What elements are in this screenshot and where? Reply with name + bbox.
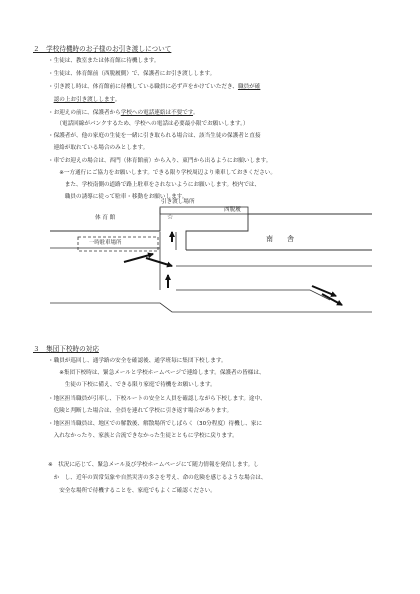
- traffic-flow-arrows: [124, 232, 342, 305]
- s2-line: 連絡が取れている場合のみとします。: [48, 145, 149, 151]
- s2-line: 職員の誘導に従って駐車・移動をお願いします。: [48, 194, 188, 200]
- exit-arrow-2: [322, 294, 342, 305]
- west-entrance-label: 西脱履: [224, 207, 241, 213]
- note-line: 安全な場所で待機することを、家庭でもよくご確認ください。: [48, 488, 216, 494]
- s2-line: また、学校南側の道路で路上駐車をされないようにお願いします。校内では、: [48, 182, 261, 188]
- star-icon: ☆: [167, 213, 174, 221]
- s2-line: ・引き渡し時は、体育館前に待機している職員に必ず声をかけていただき、職員が確: [48, 84, 261, 90]
- s3-line: ・地区担当職員は、地区での解散後、解散場所でしばらく（30分程度）待機し、家に: [48, 421, 263, 427]
- s2-line: （電話回線がパンクするため、学校への電話は必要最小限でお願いします。）: [48, 121, 249, 127]
- s3-line: 入れなかったり、家族と合流できなかった生徒とともに学校に戻ります。: [48, 433, 238, 439]
- s2-line: ・お迎えの前に、保護者から学校への電話連絡は不要です。: [48, 110, 199, 116]
- s3-line: ・職員が巡回し、通学路の安全を確認後、通学班毎に集団下校します。: [48, 358, 227, 364]
- section-3-title: ３ 集団下校時の対応: [33, 345, 99, 353]
- south-building: [186, 214, 372, 250]
- s2-line: ・保護者が、他の家庭の生徒を一緒に引き取られる場合は、該当生徒の保護者と直接: [48, 133, 261, 139]
- section-2-title: ２ 学校待機時のお子様のお引き渡しについて: [33, 45, 172, 53]
- s2-line: ・生徒は、教室または体育館に待機します。: [48, 58, 160, 64]
- s2-line: 認の上お引き渡しします。: [53, 97, 121, 103]
- s2-line: ・生徒は、体育館前（西脱履側）で、保護者にお引き渡しします。: [48, 71, 216, 77]
- s3-line: 危険と判断した場合は、全員を連れて学校に引き返す場合があります。: [48, 408, 233, 414]
- pickup-location-label: 引き渡し場所: [161, 199, 195, 205]
- s3-line: ※集団下校時は、緊急メールと学校ホームページで連絡します。保護者の皆様は、: [48, 370, 265, 376]
- s2-line: ※一方通行にご協力をお願いします。できる限り学校周辺より乗車しておきください。: [48, 170, 276, 176]
- note-line: か し、近年の異常気象や自然災害の多さを考え、命の危険を感じるような場合は、: [48, 475, 267, 481]
- s3-line: 生徒の下校に備え、できる限り家庭で待機をお願いします。: [48, 382, 216, 388]
- note-line: ※ 状況に応じて、緊急メール及び学校ホームページにて随力情報を発信します。し: [48, 462, 259, 468]
- gym-label: 体 育 館: [95, 215, 116, 221]
- inbound-arrow: [146, 258, 172, 266]
- s3-line: ・地区担当職員が引率し、下校ルートの安全と人員を確認しながら下校します。途中、: [48, 396, 266, 402]
- south-building-label: 南 舎: [266, 235, 294, 243]
- parking-label: 一時駐車場所: [89, 240, 122, 246]
- s2-line: ・車でお迎えの場合は、西門（体育館前）から入り、東門から出るようにお願いします。: [48, 158, 272, 164]
